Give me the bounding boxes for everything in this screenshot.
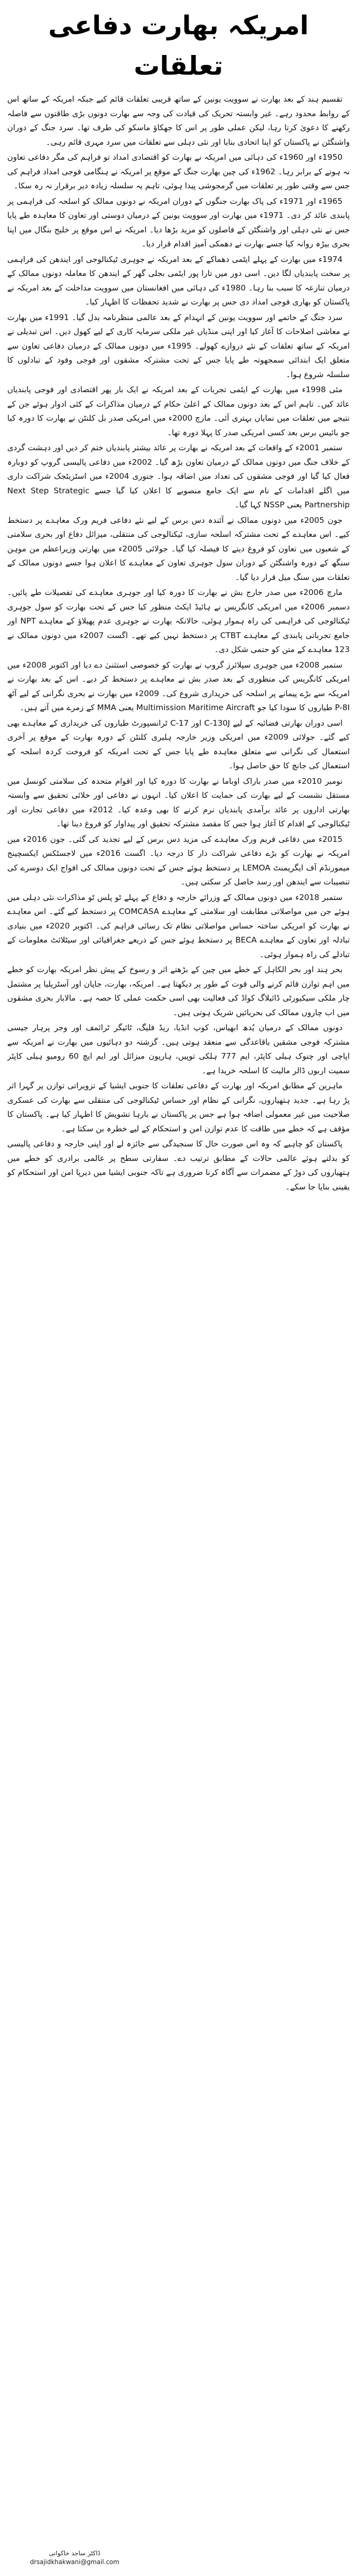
article-paragraph: ستمبر 2018ء میں دونوں ممالک کے وزرائے خارجہ و دفاع کے پہلے ٹو پلس ٹو مذاکرات نئی دہلی میں ہوئے جن میں مواصلاتی مطابقت اور سلامتی کے معاہدے COMCASA پر دستخط کیے گئے۔ اس معاہدے نے بھارت کو امریکی ساختہ حساس مواصلاتی نظام تک رسائی فراہم کی۔ اکتوبر 2020ء میں بنیادی تبادلہ اور تعاون کے معاہدے BECA پر دستخط ہوئے جس کے ذریعے جغرافیائی اور سیٹلائٹ معلومات کے تبادلے کی راہ ہموار ہوئی۔ xyxy=(7,892,350,959)
author-name: ڈاکٹر ساجد خاکوانی xyxy=(49,2550,101,2557)
article-paragraph: نومبر 2010ء میں صدر باراک اوباما نے بھارت کا دورہ کیا اور اقوام متحدہ کی سلامتی کونسل میں مستقل نشست کے لیے بھارت کی حمایت کا اعلان کیا۔ انہوں نے دفاعی اور خلائی تحقیق سے وابستہ بھارتی اداروں پر عائد برآمدی پابندیاں نرم کرنے کا بھی وعدہ کیا۔ 2012ء میں دفاعی تجارت اور ٹیکنالوجی کے اقدام کا آغاز ہوا جس کا مقصد مشترکہ تحقیق اور پیداوار کو فروغ دینا تھا۔ xyxy=(7,776,350,828)
article-paragraph: مارچ 2006ء میں صدر جارج بش نے بھارت کا دورہ کیا اور جوہری معاہدے کی تفصیلات طے پائیں۔ دسمبر 2006ء میں امریکی کانگریس نے ہائیڈ ایکٹ منظور کیا جس کے تحت بھارت کو سول جوہری ٹیکنالوجی کی فراہمی کی راہ ہموار ہوئی، حالانکہ بھارت نے جوہری عدم پھیلاؤ کے معاہدے NPT اور جامع تجرباتی پابندی کے معاہدے CTBT پر دستخط نہیں کیے تھے۔ اگست 2007ء میں دونوں ممالک نے 123 معاہدے کے متن کو حتمی شکل دی۔ xyxy=(7,588,350,654)
article-headline: امریکہ بھارت دفاعی تعلقات xyxy=(48,10,309,81)
author-byline xyxy=(7,2549,142,2567)
article-paragraph: 1965ء اور 1971ء کی پاک بھارت جنگوں کے دوران امریکہ نے دونوں ممالک کو اسلحہ کی فراہمی پر پابندی عائد کر دی۔ 1971ء میں بھارت اور سوویت یونین کے درمیان دوستی اور تعاون کا معاہدہ طے پایا جس نے نئی دہلی اور واشنگٹن کے فاصلوں کو مزید بڑھا دیا۔ امریکہ نے اس موقع پر خلیج بنگال میں اپنا بحری بیڑہ روانہ کیا جسے بھارت نے دھمکی آمیز اقدام قرار دیا۔ xyxy=(7,196,350,248)
article-paragraph: اسی دوران بھارتی فضائیہ کے لیے C-130J اور C-17 ٹرانسپورٹ طیاروں کی خریداری کے معاہدے بھی کیے گئے۔ جولائی 2009ء میں امریکی وزیر خارجہ ہلیری کلنٹن کے دورہ بھارت کے موقع پر آخری استعمال کی نگرانی سے متعلق معاہدہ طے پایا جس کے تحت امریکہ کو فروخت کردہ اسلحہ کے استعمال کی جانچ کا حق حاصل ہوا۔ xyxy=(7,718,350,770)
article-paragraph: ستمبر 2001ء کے واقعات کے بعد امریکہ نے بھارت پر عائد بیشتر پابندیاں ختم کر دیں اور دہشت گردی کے خلاف جنگ میں دونوں ممالک کے درمیان تعاون بڑھ گیا۔ 2002ء میں دفاعی پالیسی گروپ کو دوبارہ فعال کیا گیا اور فوجی مشقوں کی تعداد میں اضافہ ہوا۔ جنوری 2004ء میں اسٹریٹجک شراکت داری میں اگلے اقدامات کے نام سے ایک جامع منصوبے کا اعلان کیا گیا جسے Next Step Strategic Partnership یعنی NSSP کہا گیا۔ xyxy=(7,443,350,509)
article-paragraph: 1950ء اور 1960ء کی دہائی میں امریکہ نے بھارت کو اقتصادی امداد تو فراہم کی مگر دفاعی تعاون نہ ہونے کے برابر رہا۔ 1962ء کی چین بھارت جنگ کے موقع پر امریکہ نے ہنگامی فوجی امداد فراہم کی جس سے وقتی طور پر تعلقات میں گرمجوشی پیدا ہوئی، تاہم یہ سلسلہ زیادہ دیر برقرار نہ رہ سکا۔ xyxy=(7,153,350,190)
author-email: drsajidkhakwani@gmail.com xyxy=(30,2558,120,2566)
article-paragraph: مئی 1998ء میں بھارت کے ایٹمی تجربات کے بعد امریکہ نے ایک بار پھر اقتصادی اور فوجی پابندیاں عائد کیں۔ تاہم اس کے بعد دونوں ممالک کے اعلیٰ حکام کے درمیان مذاکرات کے کئی ادوار ہوئے جن کے نتیجے میں تعلقات میں نمایاں بہتری آئی۔ مارچ 2000ء میں امریکی صدر بل کلنٹن نے بھارت کا دورہ کیا جو بائیس برس بعد کسی امریکی صدر کا پہلا دورہ تھا۔ xyxy=(7,385,350,437)
article-paragraph: ستمبر 2008ء میں جوہری سپلائرز گروپ نے بھارت کو خصوصی استثنیٰ دے دیا اور اکتوبر 2008ء میں امریکی کانگریس کی منظوری کے بعد صدر بش نے معاہدے پر دستخط کر دیے۔ اس کے بعد بھارت نے امریکہ سے بڑے پیمانے پر اسلحہ کی خریداری شروع کی۔ 2009ء میں بھارت نے بحری نگرانی کے لیے آٹھ P-8I طیاروں کا سودا کیا جو Multimission Maritime Aircraft یعنی MMA کے زمرے میں آتے ہیں۔ xyxy=(7,660,350,712)
article-paragraph: 2015ء میں دفاعی فریم ورک معاہدے کی مزید دس برس کے لیے تجدید کی گئی۔ جون 2016ء میں امریکہ نے بھارت کو بڑے دفاعی شراکت دار کا درجہ دیا۔ اگست 2016ء میں لاجسٹکس ایکسچینج میمورنڈم آف ایگریمنٹ LEMOA پر دستخط ہوئے جس کے تحت دونوں ممالک کی افواج ایک دوسرے کی تنصیبات سے ایندھن اور رسد حاصل کر سکتی ہیں۔ xyxy=(7,834,350,887)
article-paragraph: جون 2005ء میں دونوں ممالک نے آئندہ دس برس کے لیے نئے دفاعی فریم ورک معاہدے پر دستخط کیے۔ اس معاہدے کے تحت مشترکہ اسلحہ سازی، ٹیکنالوجی کی منتقلی، میزائل دفاع اور بحری سلامتی کے شعبوں میں تعاون کو فروغ دینے کا فیصلہ کیا گیا۔ جولائی 2005ء میں بھارتی وزیراعظم من موہن سنگھ کے دورہ واشنگٹن کے دوران سول جوہری تعاون کے معاہدے کا اعلان ہوا جسے دونوں ممالک کے تعلقات میں سنگ میل قرار دیا گیا۔ xyxy=(7,515,350,582)
article-body xyxy=(7,92,350,2541)
article-paragraph: دونوں ممالک کے درمیان یُدھ ابھیاس، کوپ انڈیا، ریڈ فلیگ، ٹائیگر ٹرائمف اور وجر پرہار جیسی مشترکہ فوجی مشقیں باقاعدگی سے منعقد ہوتی ہیں۔ گزشتہ دو دہائیوں میں بھارت نے امریکہ سے اپاچی اور چنوک ہیلی کاپٹر، ایم 777 ہلکی توپیں، ہارپون میزائل اور ایم ایچ 60 رومیو ہیلی کاپٹر سمیت اربوں ڈالر مالیت کا اسلحہ خریدا ہے۔ xyxy=(7,1023,350,1075)
article-paragraph: سرد جنگ کے خاتمے اور سوویت یونین کے انہدام کے بعد عالمی منظرنامہ بدل گیا۔ 1991ء میں بھارت نے معاشی اصلاحات کا آغاز کیا اور اپنی منڈیاں غیر ملکی سرمایہ کاری کے لیے کھول دیں۔ اس تبدیلی نے امریکہ کے ساتھ تعلقات کے نئے دروازے کھولے۔ 1995ء میں دونوں ممالک کے درمیان دفاعی تعاون سے متعلق ایک ابتدائی سمجھوتہ طے پایا جس کے تحت مشترکہ مشقوں اور فوجی وفود کے تبادلوں کا سلسلہ شروع ہوا۔ xyxy=(7,312,350,379)
article-paragraph: تقسیم ہند کے بعد بھارت نے سوویت یونین کے ساتھ قریبی تعلقات قائم کیے جبکہ امریکہ کے ساتھ اس کے روابط محدود رہے۔ غیر وابستہ تحریک کی قیادت کی وجہ سے بھارت دونوں بڑی طاقتوں سے فاصلہ رکھنے کا دعویٰ کرتا رہا، لیکن عملی طور پر اس کا جھکاؤ ماسکو کی طرف تھا۔ سرد جنگ کے دوران واشنگٹن نے پاکستان کو اپنا اتحادی بنایا اور نئی دہلی سے تعلقات میں سرد مہری قائم رہی۔ xyxy=(7,94,350,147)
article-paragraph: بحر ہند اور بحر الکاہل کے خطے میں چین کے بڑھتے اثر و رسوخ کے پیش نظر امریکہ بھارت کو خطے میں اہم توازن قائم کرنے والی قوت کے طور پر دیکھتا ہے۔ امریکہ، بھارت، جاپان اور آسٹریلیا پر مشتمل چار ملکی سیکیورٹی ڈائیلاگ کواڈ کی فعالیت بھی اسی حکمت عملی کا حصہ ہے۔ مالابار بحری مشقوں میں اب چاروں ممالک کی بحریائیں شریک ہوتی ہیں۔ xyxy=(7,965,350,1017)
article-paragraph: 1974ء میں بھارت کے پہلے ایٹمی دھماکے کے بعد امریکہ نے جوہری ٹیکنالوجی اور ایندھن کی فراہمی پر سخت پابندیاں لگا دیں۔ اسی دور میں تارا پور ایٹمی بجلی گھر کے ایندھن کا معاملہ دونوں ممالک کے درمیان تنازعہ کا سبب بنا رہا۔ 1980ء کی دہائی میں افغانستان میں سوویت مداخلت کے بعد امریکہ نے پاکستان کو بھاری فوجی امداد دی جس پر بھارت نے شدید تحفظات کا اظہار کیا۔ xyxy=(7,254,350,307)
article-paragraph: پاکستان کو چاہیے کہ وہ اس صورت حال کا سنجیدگی سے جائزہ لے اور اپنی خارجہ و دفاعی پالیسی کو بدلتے ہوئے عالمی حالات کے مطابق ترتیب دے۔ سفارتی سطح پر عالمی برادری کو خطے میں ہتھیاروں کی دوڑ کے مضمرات سے آگاہ کرنا ضروری ہے تاکہ جنوبی ایشیا میں دیرپا امن اور استحکام کو یقینی بنایا جا سکے۔ xyxy=(7,1139,350,1192)
article-paragraph: ماہرین کے مطابق امریکہ اور بھارت کے دفاعی تعلقات کا جنوبی ایشیا کے تزویراتی توازن پر گہرا اثر پڑ رہا ہے۔ جدید ہتھیاروں، نگرانی کے نظام اور حساس ٹیکنالوجی کی منتقلی سے بھارت کی عسکری صلاحیت میں غیر معمولی اضافہ ہوا ہے جس پر پاکستان نے بارہا تشویش کا اظہار کیا ہے۔ پاکستان کا مؤقف ہے کہ خطے میں طاقت کا عدم توازن امن و استحکام کے لیے خطرہ بن سکتا ہے۔ xyxy=(7,1081,350,1133)
